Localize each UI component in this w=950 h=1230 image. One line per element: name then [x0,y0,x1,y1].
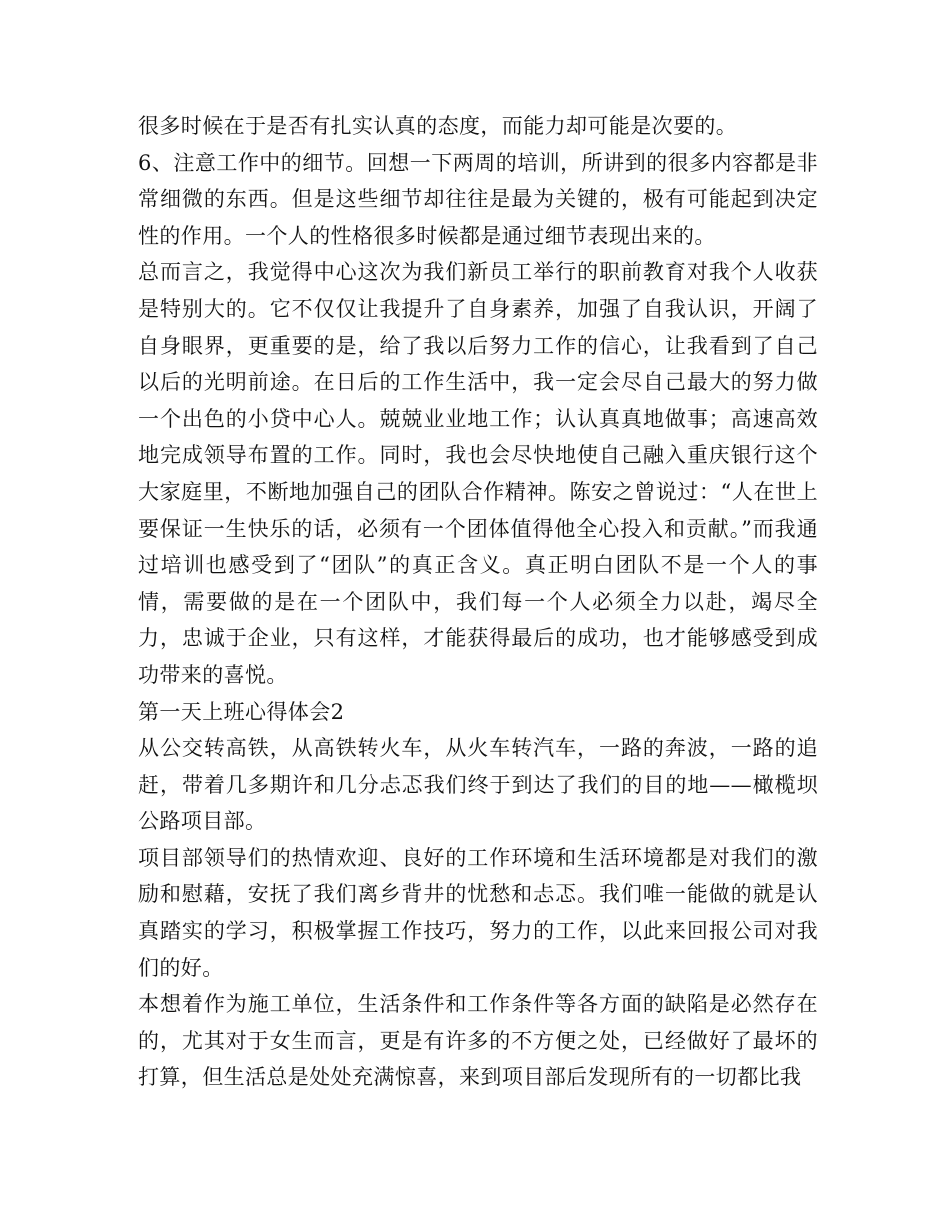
paragraph-expectations: 本想着作为施工单位，生活条件和工作条件等各方面的缺陷是必然存在的，尤其对于女生而言，更是有许多的不方便之处，已经做好了最坏的打算，但生活总是处处充满惊喜，来到项目部后发现所有的一切都比我 [138,992,818,1090]
section-heading: 第一天上班心得体会2 [138,699,345,724]
paragraph-item-6-details: 6、注意工作中的细节。回想一下两周的培训，所讲到的很多内容都是非常细微的东西。但是这些细节却往往是最为关键的，极有可能起到决定性的作用。一个人的性格很多时候都是通过细节表现出来的。 [138,150,818,248]
paragraph-welcome: 项目部领导们的热情欢迎、良好的工作环境和生活环境都是对我们的激励和慰藉，安抚了我们离乡背井的忧愁和忐忑。我们唯一能做的就是认真踏实的学习，积极掌握工作技巧，努力的工作，以此来回报公司对我们的好。 [138,845,818,980]
paragraph-journey: 从公交转高铁，从高铁转火车，从火车转汽车，一路的奔波，一路的追赶，带着几多期许和几分忐忑我们终于到达了我们的目的地——橄榄坝公路项目部。 [138,736,818,834]
document-body [138,108,818,1096]
paragraph-summary: 总而言之，我觉得中心这次为我们新员工举行的职前教育对我个人收获是特别大的。它不仅仅让我提升了自身素养，加强了自我认识，开阔了自身眼界，更重要的是，给了我以后努力工作的信心，让我看到了自己以后的光明前途。在日后的工作生活中，我一定会尽自己最大的努力做一个出色的小贷中心人。兢兢业业地工作；认认真真地做事；高速高效地完成领导布置的工作。同时，我也会尽快地使自己融入重庆银行这个大家庭里，不断地加强自己的团队合作精神。陈安之曾说过：“人在世上要保证一生快乐的话，必须有一个团体值得他全心投入和贡献。”而我通过培训也感受到了“团队”的真正含义。真正明白团队不是一个人的事情，需要做的是在一个团队中，我们每一个人必须全力以赴，竭尽全力，忠诚于企业，只有这样，才能获得最后的成功，也才能够感受到成功带来的喜悦。 [138,260,818,687]
paragraph-continuation: 很多时候在于是否有扎实认真的态度，而能力却可能是次要的。 [138,114,738,138]
